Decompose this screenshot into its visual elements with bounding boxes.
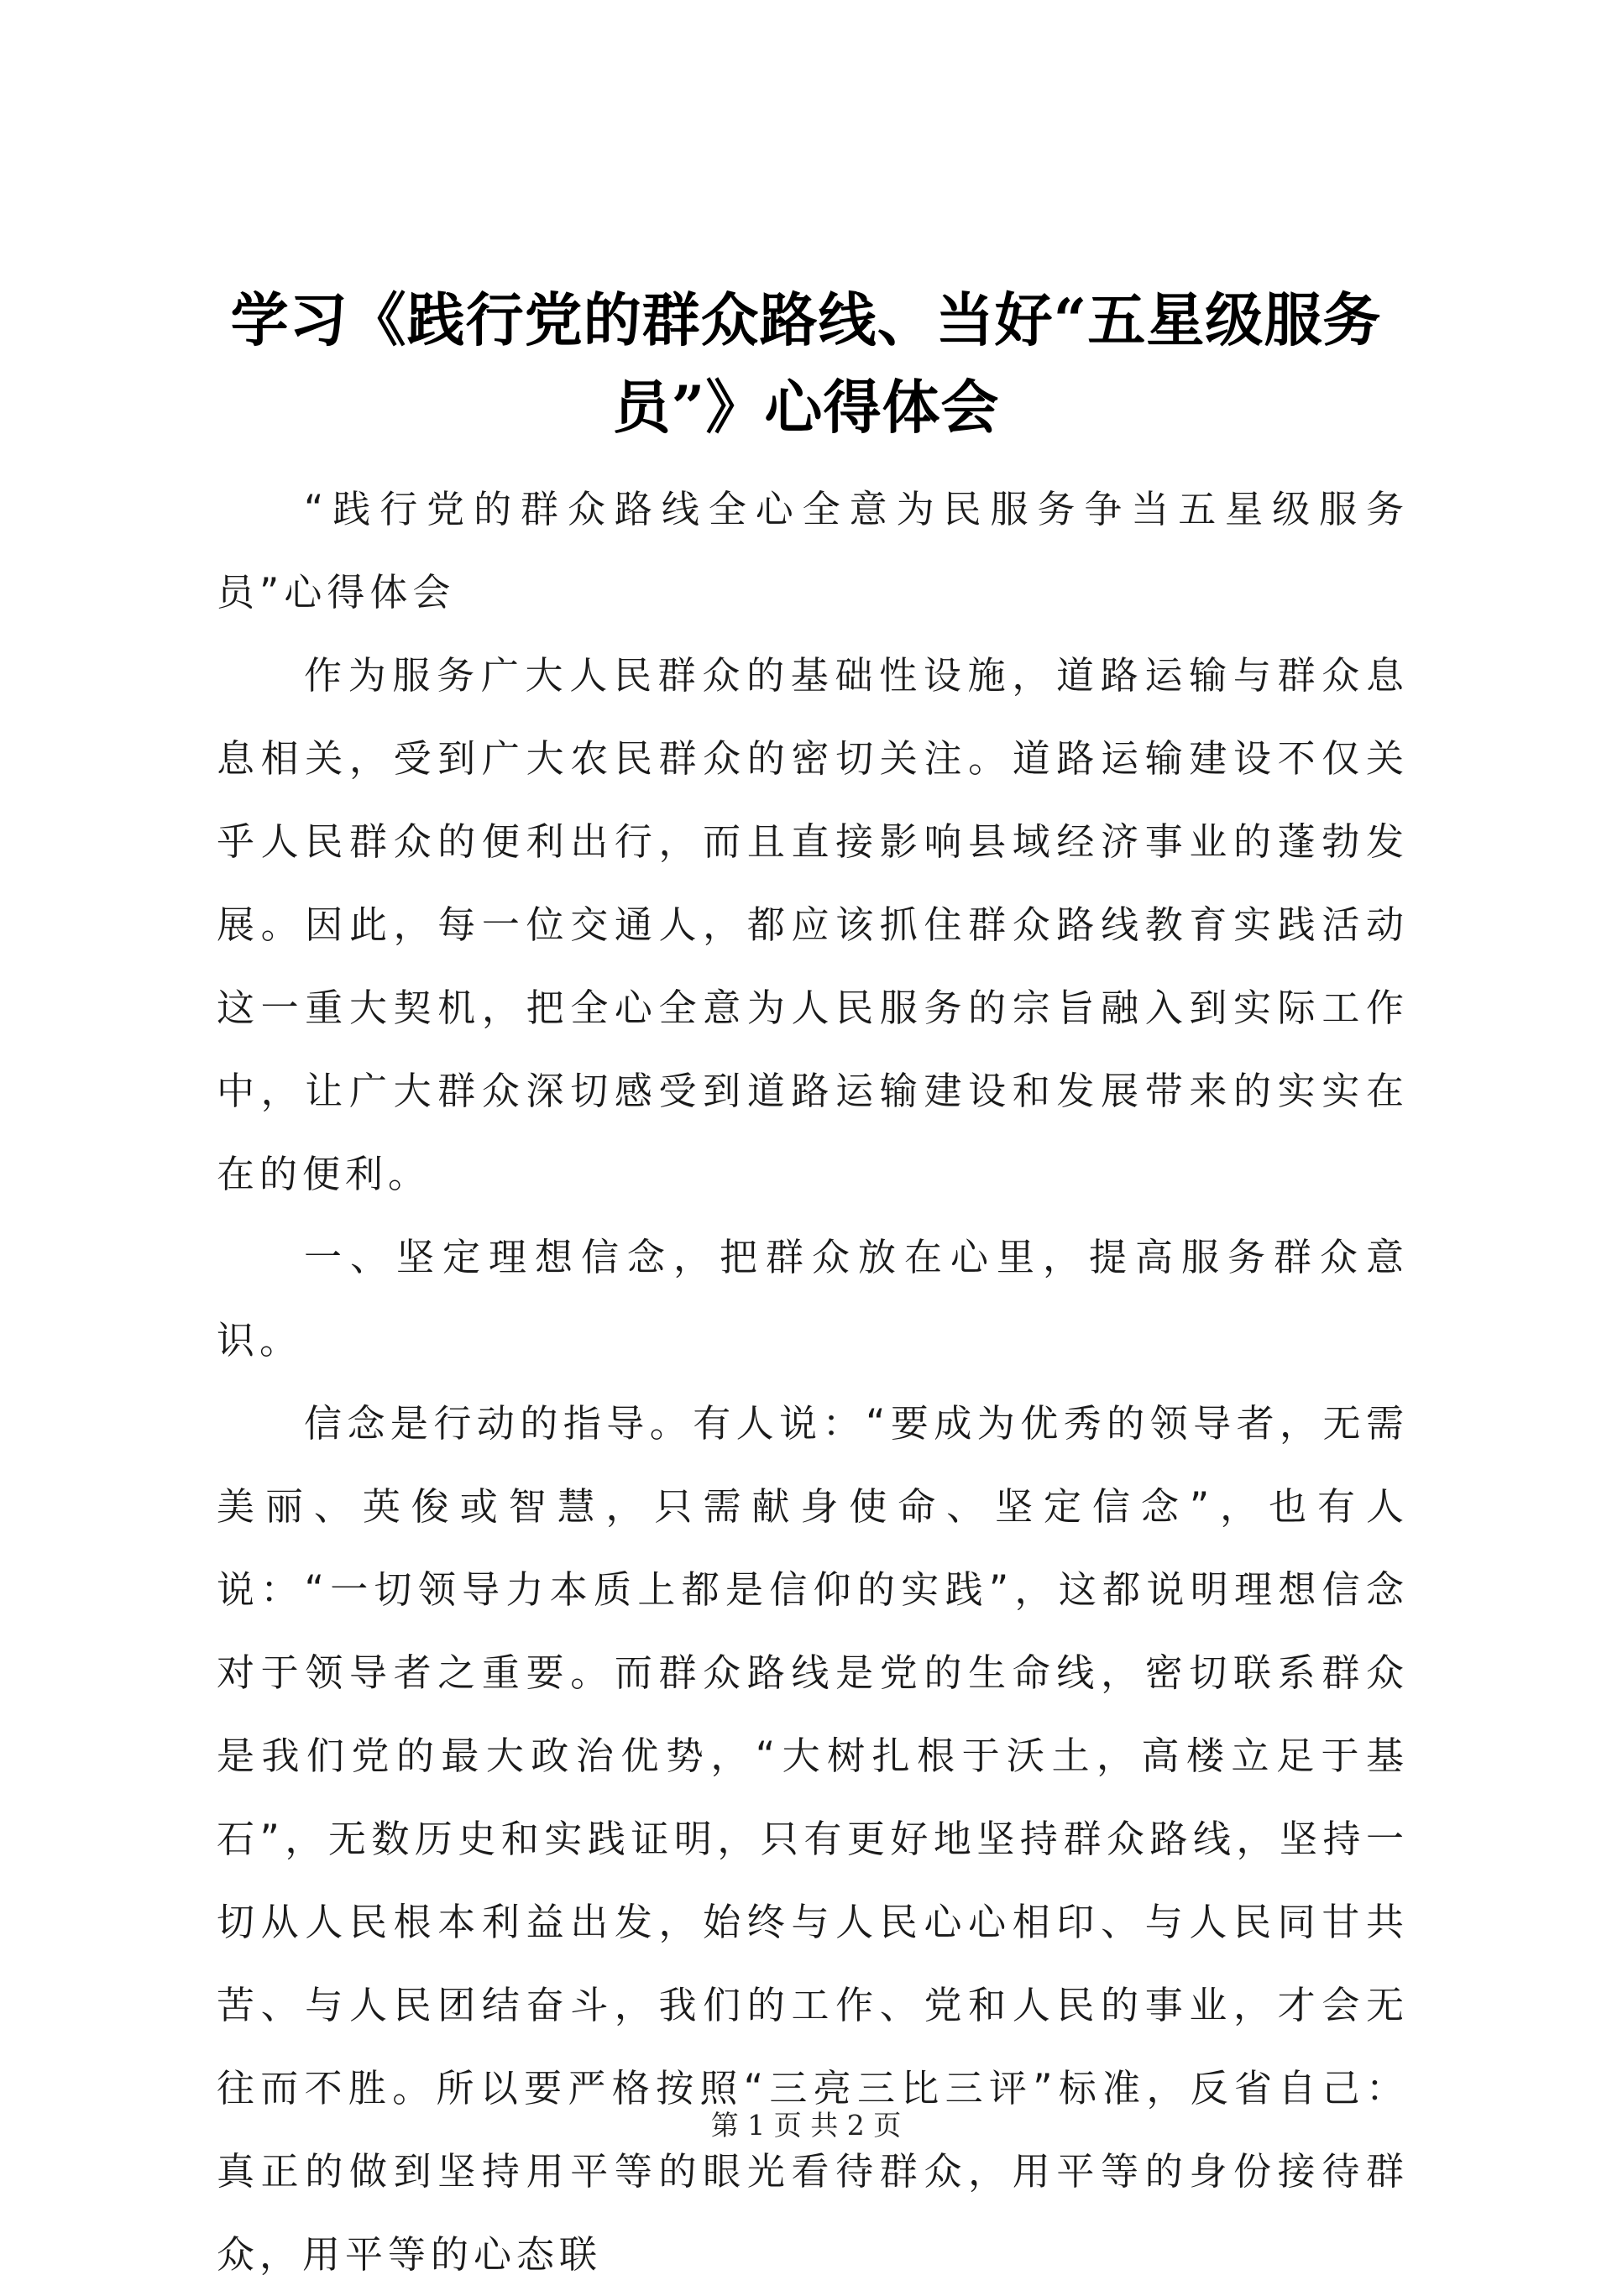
page-footer: 第 1 页 共 2 页 [710,2109,902,2142]
document-body [217,468,1409,2296]
paragraph-subtitle: “践行党的群众路线全心全意为民服务争当五星级服务员”心得体会 [217,487,1409,615]
paragraph-intro: 作为服务广大人民群众的基础性设施，道路运输与群众息息相关，受到广大农民群众的密切关注。道路运输建设不仅关乎人民群众的便利出行，而且直接影响县域经济事业的蓬勃发展。因此，每一位交通人，都应该抓住群众路线教育实践活动这一重大契机，把全心全意为人民服务的宗旨融入到实际工作中，让广大群众深切感受到道路运输建设和发展带来的实实在在的便利。 [217,653,1409,1196]
section-heading-1: 一、坚定理想信念，把群众放在心里，提高服务群众意识。 [217,1235,1409,1362]
paragraph-belief: 信念是行动的指导。有人说：“要成为优秀的领导者，无需美丽、英俊或智慧，只需献身使命、坚定信念”，也有人说：“一切领导力本质上都是信仰的实践”，这都说明理想信念对于领导者之重要。而群众路线是党的生命线，密切联系群众是我们党的最大政治优势，“大树扎根于沃土，高楼立足于基石”，无数历史和实践证明，只有更好地坚持群众路线，坚持一切从人民根本利益出发，始终与人民心心相印、与人民同甘共苦、与人民团结奋斗，我们的工作、党和人民的事业，才会无往而不胜。所以要严格按照“三亮三比三评”标准，反省自己：真正的做到坚持用平等的眼光看待群众，用平等的身份接待群众，用平等的心态联 [217,1401,1409,2277]
document-title: 学习《践行党的群众路线、当好“五星级服务员”》心得体会 [230,286,1382,442]
